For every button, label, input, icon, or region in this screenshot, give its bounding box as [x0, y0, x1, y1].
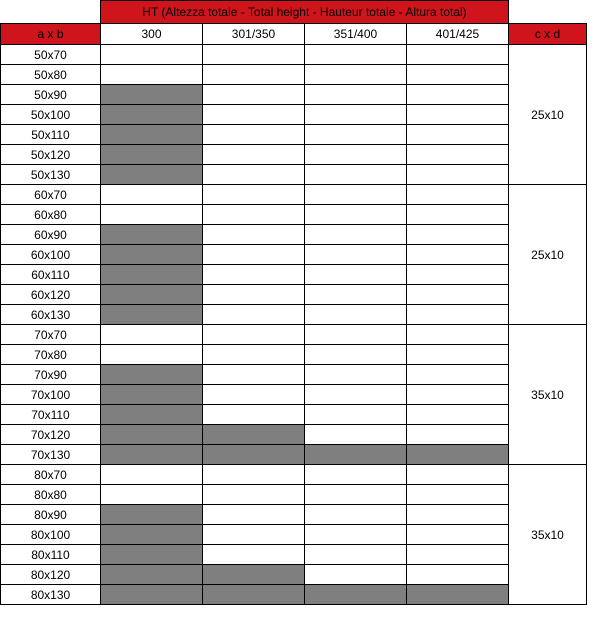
column-header-row: [1, 24, 587, 45]
available-cell: [305, 185, 407, 205]
unavailable-cell: [101, 445, 203, 465]
available-cell: [101, 485, 203, 505]
unavailable-cell: [407, 445, 509, 465]
available-cell: [305, 205, 407, 225]
cxd-value: 35x10: [509, 325, 587, 465]
unavailable-cell: [101, 365, 203, 385]
size-cell: 60x130: [1, 305, 101, 325]
size-cell: 60x90: [1, 225, 101, 245]
available-cell: [305, 105, 407, 125]
table-row: [1, 485, 587, 505]
available-cell: [407, 105, 509, 125]
size-cell: 50x70: [1, 45, 101, 65]
available-cell: [203, 165, 305, 185]
available-cell: [305, 145, 407, 165]
size-cell: 50x110: [1, 125, 101, 145]
size-cell: 70x130: [1, 445, 101, 465]
table-row: [1, 245, 587, 265]
size-cell: 50x90: [1, 85, 101, 105]
unavailable-cell: [101, 305, 203, 325]
available-cell: [407, 545, 509, 565]
available-cell: [305, 365, 407, 385]
column-header-301-350: 301/350: [203, 24, 305, 45]
size-cell: 60x70: [1, 185, 101, 205]
unavailable-cell: [101, 165, 203, 185]
size-cell: 50x100: [1, 105, 101, 125]
available-cell: [203, 45, 305, 65]
unavailable-cell: [101, 385, 203, 405]
available-cell: [305, 45, 407, 65]
available-cell: [407, 565, 509, 585]
available-cell: [305, 225, 407, 245]
available-cell: [407, 225, 509, 245]
available-cell: [407, 265, 509, 285]
column-header-300: 300: [101, 24, 203, 45]
available-cell: [407, 345, 509, 365]
unavailable-cell: [101, 105, 203, 125]
table-row: [1, 365, 587, 385]
available-cell: [203, 465, 305, 485]
available-cell: [407, 505, 509, 525]
table-row: [1, 285, 587, 305]
table-row: [1, 105, 587, 125]
size-cell: 80x70: [1, 465, 101, 485]
available-cell: [203, 325, 305, 345]
available-cell: [407, 145, 509, 165]
available-cell: [305, 405, 407, 425]
available-cell: [203, 385, 305, 405]
size-cell: 80x110: [1, 545, 101, 565]
unavailable-cell: [101, 265, 203, 285]
available-cell: [407, 245, 509, 265]
available-cell: [101, 205, 203, 225]
table-row: [1, 185, 587, 205]
available-cell: [203, 205, 305, 225]
available-cell: [203, 525, 305, 545]
column-header-351-400: 351/400: [305, 24, 407, 45]
size-cell: 60x100: [1, 245, 101, 265]
unavailable-cell: [101, 405, 203, 425]
size-cell: 80x90: [1, 505, 101, 525]
unavailable-cell: [407, 585, 509, 605]
available-cell: [305, 285, 407, 305]
available-cell: [305, 245, 407, 265]
available-cell: [203, 405, 305, 425]
table-row: [1, 345, 587, 365]
cxd-value: 25x10: [509, 45, 587, 185]
table-row: [1, 165, 587, 185]
cxd-value: 35x10: [509, 465, 587, 605]
available-cell: [305, 125, 407, 145]
available-cell: [407, 185, 509, 205]
blank-corner-left: [1, 1, 101, 24]
unavailable-cell: [203, 445, 305, 465]
available-cell: [305, 325, 407, 345]
available-cell: [407, 425, 509, 445]
available-cell: [203, 345, 305, 365]
size-cell: 80x80: [1, 485, 101, 505]
table-row: [1, 505, 587, 525]
size-cell: 70x90: [1, 365, 101, 385]
available-cell: [203, 305, 305, 325]
unavailable-cell: [101, 125, 203, 145]
size-cell: 70x70: [1, 325, 101, 345]
size-cell: 50x80: [1, 65, 101, 85]
table-row: [1, 585, 587, 605]
size-cell: 60x110: [1, 265, 101, 285]
available-cell: [203, 185, 305, 205]
available-cell: [305, 565, 407, 585]
available-cell: [305, 485, 407, 505]
table-row: [1, 205, 587, 225]
available-cell: [203, 485, 305, 505]
size-cell: 70x110: [1, 405, 101, 425]
unavailable-cell: [203, 565, 305, 585]
available-cell: [305, 305, 407, 325]
available-cell: [203, 365, 305, 385]
table-row: [1, 425, 587, 445]
unavailable-cell: [101, 525, 203, 545]
available-cell: [305, 265, 407, 285]
ht-title: HT (Altezza totale - Total height - Hauteur totale - Altura total): [101, 1, 509, 24]
size-cell: 80x130: [1, 585, 101, 605]
size-cell: 60x120: [1, 285, 101, 305]
cxd-header: c x d: [509, 24, 587, 45]
size-cell: 80x120: [1, 565, 101, 585]
available-cell: [407, 285, 509, 305]
table-row: [1, 565, 587, 585]
available-cell: [203, 265, 305, 285]
available-cell: [305, 345, 407, 365]
available-cell: [101, 465, 203, 485]
available-cell: [101, 185, 203, 205]
available-cell: [101, 325, 203, 345]
available-cell: [101, 345, 203, 365]
unavailable-cell: [101, 505, 203, 525]
available-cell: [203, 545, 305, 565]
available-cell: [407, 125, 509, 145]
available-cell: [407, 85, 509, 105]
available-cell: [305, 465, 407, 485]
available-cell: [407, 45, 509, 65]
available-cell: [407, 305, 509, 325]
cxd-value: 25x10: [509, 185, 587, 325]
table-row: [1, 145, 587, 165]
blank-corner-right: [509, 1, 587, 24]
available-cell: [305, 505, 407, 525]
available-cell: [305, 425, 407, 445]
size-cell: 70x80: [1, 345, 101, 365]
unavailable-cell: [203, 425, 305, 445]
table-row: [1, 385, 587, 405]
unavailable-cell: [203, 585, 305, 605]
table-row: [1, 125, 587, 145]
available-cell: [203, 85, 305, 105]
unavailable-cell: [101, 245, 203, 265]
table-row: [1, 85, 587, 105]
size-cell: 70x100: [1, 385, 101, 405]
size-cell: 80x100: [1, 525, 101, 545]
available-cell: [305, 385, 407, 405]
available-cell: [203, 285, 305, 305]
available-cell: [407, 65, 509, 85]
unavailable-cell: [305, 445, 407, 465]
available-cell: [305, 545, 407, 565]
table-row: [1, 325, 587, 345]
available-cell: [203, 245, 305, 265]
available-cell: [101, 45, 203, 65]
available-cell: [101, 65, 203, 85]
table-row: [1, 445, 587, 465]
available-cell: [305, 85, 407, 105]
available-cell: [407, 385, 509, 405]
available-cell: [305, 165, 407, 185]
available-cell: [407, 325, 509, 345]
available-cell: [407, 205, 509, 225]
size-cell: 50x130: [1, 165, 101, 185]
available-cell: [203, 225, 305, 245]
table-row: [1, 525, 587, 545]
table-row: [1, 65, 587, 85]
table-row: [1, 545, 587, 565]
table-row: [1, 225, 587, 245]
available-cell: [407, 465, 509, 485]
available-cell: [203, 145, 305, 165]
unavailable-cell: [101, 565, 203, 585]
unavailable-cell: [101, 585, 203, 605]
table-row: [1, 265, 587, 285]
unavailable-cell: [305, 585, 407, 605]
available-cell: [407, 405, 509, 425]
unavailable-cell: [101, 85, 203, 105]
column-header-401-425: 401/425: [407, 24, 509, 45]
table-row: [1, 465, 587, 485]
available-cell: [203, 105, 305, 125]
available-cell: [305, 525, 407, 545]
unavailable-cell: [101, 145, 203, 165]
unavailable-cell: [101, 425, 203, 445]
axb-header: a x b: [1, 24, 101, 45]
available-cell: [407, 165, 509, 185]
available-cell: [203, 65, 305, 85]
available-cell: [407, 365, 509, 385]
ht-title-row: [1, 1, 587, 24]
available-cell: [203, 505, 305, 525]
table-row: [1, 405, 587, 425]
available-cell: [407, 525, 509, 545]
unavailable-cell: [101, 285, 203, 305]
unavailable-cell: [101, 545, 203, 565]
available-cell: [407, 485, 509, 505]
available-cell: [305, 65, 407, 85]
unavailable-cell: [101, 225, 203, 245]
size-cell: 60x80: [1, 205, 101, 225]
size-cell: 50x120: [1, 145, 101, 165]
size-cell: 70x120: [1, 425, 101, 445]
available-cell: [203, 125, 305, 145]
table-row: [1, 45, 587, 65]
table-row: [1, 305, 587, 325]
